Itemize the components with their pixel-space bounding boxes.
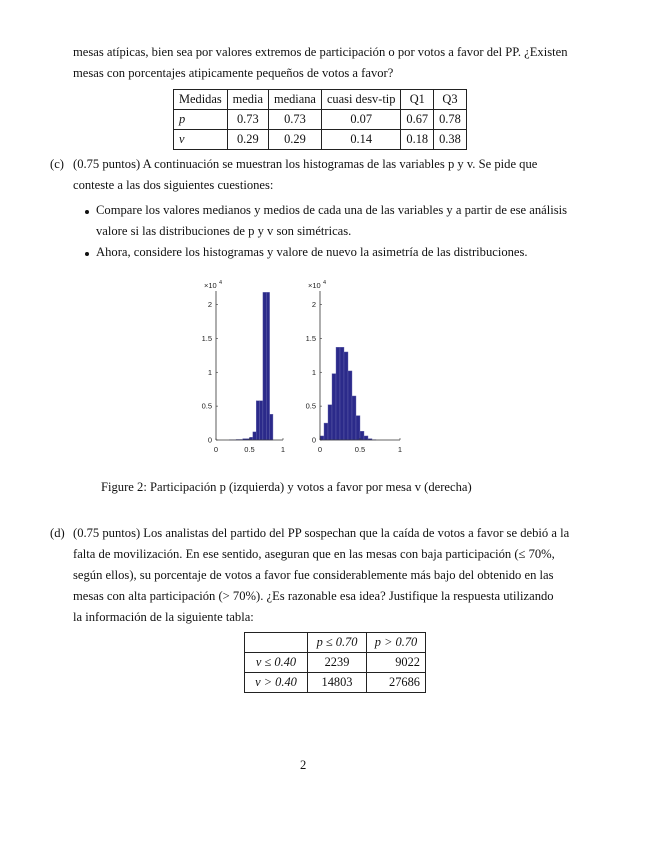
stats-header-cell: Q3 <box>434 90 467 110</box>
item-d-line-1: (0.75 puntos) Los analistas del partido del PP sospechan que la caída de votos a favor se debió a la <box>73 526 570 540</box>
y-tick-label: 1 <box>311 367 316 377</box>
y-tick-label: 2 <box>207 300 212 310</box>
histogram-bar <box>320 436 324 440</box>
stats-header-cell: media <box>227 90 268 110</box>
item-c-label: (c) <box>50 157 64 171</box>
histogram-bar <box>263 292 266 440</box>
bullet-2-line-1: Ahora, considere los histogramas y valore de nuevo la asimetría de las distribuciones. <box>96 245 528 259</box>
stats-row-label: v <box>174 130 228 150</box>
x-tick-label: 0 <box>317 445 323 454</box>
histogram-bar <box>348 371 352 440</box>
stats-cell: 0.18 <box>401 130 434 150</box>
contingency-header-row <box>245 633 426 653</box>
y-tick-label: 1.5 <box>201 333 212 343</box>
y-tick-label: 0 <box>207 435 212 445</box>
intro-line-1: mesas atípicas, bien sea por valores extremos de participación o por votos a favor del PP. ¿Existen <box>73 45 568 59</box>
stats-header-cell: Medidas <box>174 90 228 110</box>
stats-cell: 0.78 <box>434 110 467 130</box>
item-d-line-3: según ellos), su porcentaje de votos a favor fue considerablemente más bajo del obtenido en las <box>73 568 554 582</box>
histogram-bar <box>270 414 273 440</box>
x-tick-label: 0 <box>213 445 219 454</box>
figure-caption: Figure 2: Participación p (izquierda) y votos a favor por mesa v (derecha) <box>101 480 472 494</box>
x-tick-label: 1 <box>280 445 286 454</box>
histogram-bar <box>344 352 348 440</box>
histogram-bar <box>340 347 344 440</box>
contingency-corner <box>245 633 308 653</box>
stats-header-row <box>174 90 467 110</box>
item-c-line-2: conteste a las dos siguientes cuestiones: <box>73 178 274 192</box>
contingency-cell: 27686 <box>367 673 426 693</box>
item-d-label: (d) <box>50 526 65 540</box>
contingency-cell: 9022 <box>367 653 426 673</box>
stats-cell: 0.14 <box>321 130 400 150</box>
contingency-row <box>245 673 426 693</box>
contingency-row-label: v ≤ 0.40 <box>245 653 308 673</box>
item-d-line-2: falta de movilización. En ese sentido, aseguran que en las mesas con baja participación (≤ 70%, <box>73 547 555 561</box>
bullet-icon <box>85 210 89 214</box>
histogram-bar <box>253 432 256 440</box>
contingency-row <box>245 653 426 673</box>
item-c-line-1: (0.75 puntos) A continuación se muestran los histogramas de las variables p y v. Se pide que <box>73 157 538 171</box>
stats-cell: 0.07 <box>321 110 400 130</box>
histogram-bar <box>352 396 356 440</box>
histogram-bar <box>360 431 364 440</box>
histogram-bar <box>250 437 253 440</box>
scale-label: ×10 <box>204 281 217 290</box>
contingency-row-label: v > 0.40 <box>245 673 308 693</box>
histogram-bar <box>356 416 360 440</box>
stats-cell: 0.73 <box>227 110 268 130</box>
scale-exponent: 4 <box>219 280 223 286</box>
bullet-icon <box>85 252 89 256</box>
stats-row-p <box>174 110 467 130</box>
stats-header-cell: Q1 <box>401 90 434 110</box>
item-d-line-5: la información de la siguiente tabla: <box>73 610 254 624</box>
contingency-table <box>244 632 426 693</box>
histogram-bar <box>328 405 332 440</box>
stats-row-label: p <box>174 110 228 130</box>
stats-cell: 0.67 <box>401 110 434 130</box>
x-tick-label: 0.5 <box>244 445 255 454</box>
stats-cell: 0.29 <box>227 130 268 150</box>
page-number: 2 <box>300 758 307 772</box>
stats-row-v <box>174 130 467 150</box>
bullet-1-line-1: Compare los valores medianos y medios de cada una de las variables y a partir de ese análisis <box>96 203 568 217</box>
histogram-bar <box>364 436 368 440</box>
stats-header-cell: mediana <box>268 90 321 110</box>
contingency-cell: 14803 <box>308 673 367 693</box>
stats-cell: 0.38 <box>434 130 467 150</box>
y-tick-label: 1 <box>207 367 212 377</box>
scale-exponent: 4 <box>323 280 327 286</box>
histogram-bar <box>336 347 340 440</box>
contingency-header-cell: p > 0.70 <box>367 633 426 653</box>
histogram-p <box>202 280 286 454</box>
scale-label: ×10 <box>308 281 321 290</box>
y-tick-label: 1.5 <box>305 333 316 343</box>
histogram-bar <box>332 374 336 440</box>
y-tick-label: 2 <box>311 300 316 310</box>
histogram-bar <box>266 292 269 440</box>
histogram-bar <box>260 401 263 440</box>
intro-line-2: mesas con porcentajes atipicamente pequeños de votos a favor? <box>73 66 394 80</box>
contingency-cell: 2239 <box>308 653 367 673</box>
y-tick-label: 0.5 <box>201 401 212 411</box>
stats-cell: 0.73 <box>268 110 321 130</box>
x-tick-label: 0.5 <box>354 445 366 454</box>
histogram-bar <box>324 423 328 440</box>
stats-header-cell: cuasi desv-tip <box>321 90 400 110</box>
bullet-1-line-2: valore si las distribuciones de p y v son simétricas. <box>96 224 352 238</box>
stats-cell: 0.29 <box>268 130 321 150</box>
item-d-line-4: mesas con alta participación (> 70%). ¿Es razonable esa idea? Justifique la respuesta utilizando <box>73 589 554 603</box>
stats-table <box>173 89 467 150</box>
histogram-bar <box>256 401 259 440</box>
histogram-figure <box>190 276 420 460</box>
x-tick-label: 1 <box>397 445 403 454</box>
histogram-v <box>306 280 403 454</box>
contingency-header-cell: p ≤ 0.70 <box>308 633 367 653</box>
y-tick-label: 0 <box>311 435 316 445</box>
y-tick-label: 0.5 <box>305 401 316 411</box>
